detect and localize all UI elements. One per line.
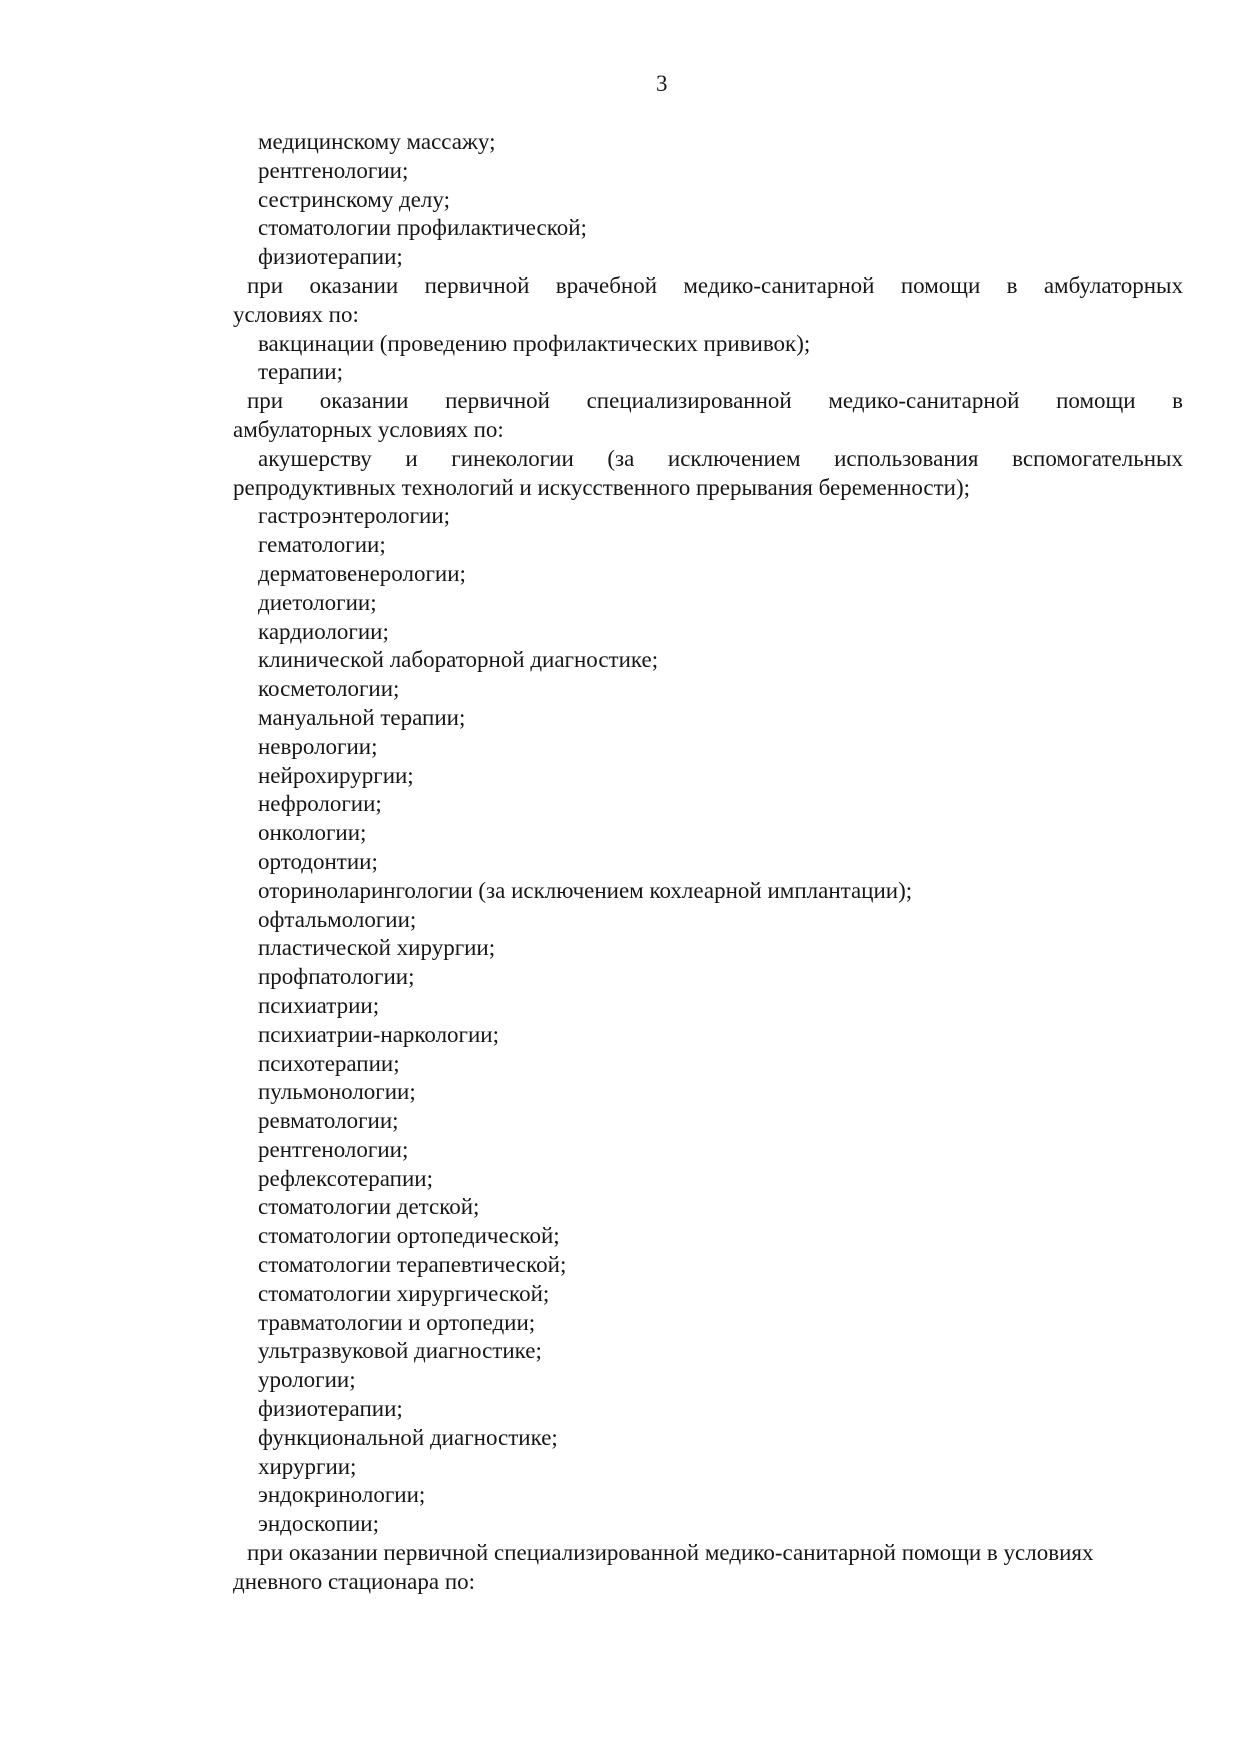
list-item-line: гастроэнтерологии; xyxy=(258,503,451,529)
list-item-line: физиотерапии; xyxy=(258,244,403,270)
paragraph-line: при оказании первичной специализированной медико-санитарной помощи в условиях xyxy=(247,1540,1094,1566)
list-item-line: сестринскому делу; xyxy=(258,186,450,212)
paragraph-line: амбулаторных условиях по: xyxy=(233,416,504,442)
list-item-line: рентгенологии; xyxy=(258,1136,409,1162)
document-body xyxy=(233,128,1183,1597)
list-item-line: стоматологии детской; xyxy=(258,1194,480,1220)
list-item-line: терапии; xyxy=(258,359,343,385)
list-item-line: косметологии; xyxy=(258,676,400,702)
list-item-line: функциональной диагностике; xyxy=(258,1424,558,1450)
list-item-line: диетологии; xyxy=(258,589,377,615)
list-item-line: нейрохирургии; xyxy=(258,762,414,788)
paragraph-line: дневного стационара по: xyxy=(233,1568,476,1594)
list-item-line: онкологии; xyxy=(258,820,367,846)
list-item-line: стоматологии терапевтической; xyxy=(258,1252,567,1278)
list-item-line: медицинскому массажу; xyxy=(258,129,496,154)
list-item-line: эндокринологии; xyxy=(258,1482,426,1508)
list-item-line: стоматологии профилактической; xyxy=(258,215,587,241)
list-item-line: психотерапии; xyxy=(258,1050,400,1076)
list-item-line: кардиологии; xyxy=(258,618,389,644)
list-item-line: профпатологии; xyxy=(258,964,415,990)
list-item-line: урологии; xyxy=(258,1367,356,1393)
list-item-line: рентгенологии; xyxy=(258,157,409,183)
paragraph-line: акушерству и гинекологии (за исключением использования вспомогательных xyxy=(258,445,1183,471)
paragraph-line: репродуктивных технологий и искусственного прерывания беременности); xyxy=(233,474,971,500)
list-item-line: эндоскопии; xyxy=(258,1511,379,1537)
list-item-line: ревматологии; xyxy=(258,1108,399,1134)
list-item-line: пульмонологии; xyxy=(258,1079,416,1105)
paragraph-line: условиях по: xyxy=(233,301,359,327)
list-item-line: психиатрии-наркологии; xyxy=(258,1021,499,1047)
list-item-line: рефлексотерапии; xyxy=(258,1165,433,1191)
list-item-line: нефрологии; xyxy=(258,791,382,817)
list-item-line: хирургии; xyxy=(258,1453,357,1479)
list-item-line: физиотерапии; xyxy=(258,1396,403,1422)
list-item-line: клинической лабораторной диагностике; xyxy=(258,647,659,673)
list-item-line: стоматологии ортопедической; xyxy=(258,1223,560,1249)
list-item-line: ультразвуковой диагностике; xyxy=(258,1338,542,1364)
list-item-line: дерматовенерологии; xyxy=(258,560,466,586)
list-item-line: вакцинации (проведению профилактических прививок); xyxy=(258,330,811,356)
list-item-line: травматологии и ортопедии; xyxy=(258,1309,536,1335)
page-number: 3 xyxy=(656,71,668,96)
list-item-line: неврологии; xyxy=(258,733,378,759)
list-item-line: мануальной терапии; xyxy=(258,704,466,730)
list-item-line: пластической хирургии; xyxy=(258,935,496,961)
paragraph-line: при оказании первичной специализированной медико-санитарной помощи в xyxy=(247,388,1183,414)
list-item-line: оториноларингологии (за исключением кохлеарной имплантации); xyxy=(258,877,913,903)
list-item-line: офтальмологии; xyxy=(258,906,417,932)
list-item-line: стоматологии хирургической; xyxy=(258,1280,550,1306)
paragraph-line: при оказании первичной врачебной медико-санитарной помощи в амбулаторных xyxy=(247,272,1183,298)
list-item-line: психиатрии; xyxy=(258,992,380,1018)
list-item-line: гематологии; xyxy=(258,532,386,558)
list-item-line: ортодонтии; xyxy=(258,848,378,874)
